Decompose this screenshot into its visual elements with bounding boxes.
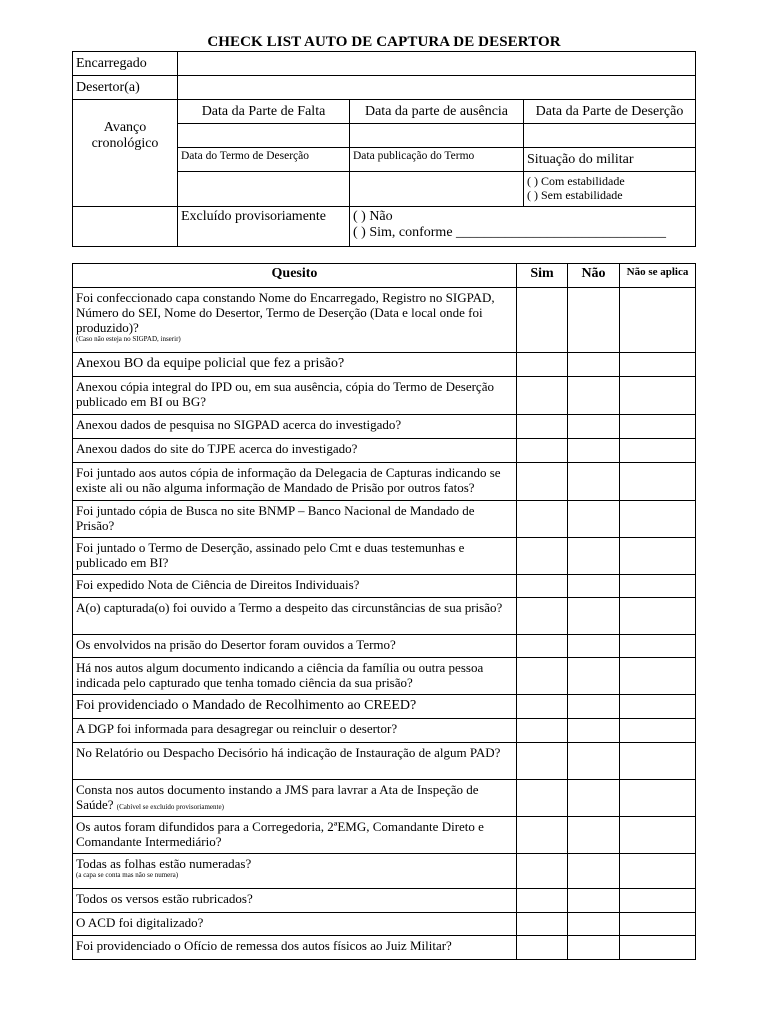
sim-cell[interactable] [517,288,568,353]
quesito-note: (Cabível se excluído provisoriamente) [116,803,224,811]
quesito-cell [73,719,517,743]
sim-cell[interactable] [517,353,568,377]
excluido-nao-option[interactable]: ( ) Não [353,209,393,224]
excluido-sim-option[interactable]: ( ) Sim, conforme ______________________________ [353,225,667,240]
checklist-row [73,415,696,439]
quesito-text: Anexou cópia integral do IPD ou, em sua ausência, cópia do Termo de Deserção publicado em BI ou BG? [76,379,494,409]
quesito-text: Foi juntado o Termo de Deserção, assinado pelo Cmt e duas testemunhas e publicado em BI? [76,540,465,570]
nao-cell[interactable] [568,695,620,719]
nao-cell[interactable] [568,288,620,353]
checklist-row [73,377,696,415]
checklist-row [73,501,696,538]
data-parte-falta-label: Data da Parte de Falta [178,100,350,124]
situacao-militar-options [524,172,696,207]
data-termo-desercao-field[interactable] [178,172,350,207]
nao-cell[interactable] [568,463,620,501]
quesito-text: Foi providenciado o Mandado de Recolhimento ao CREED? [76,698,417,713]
quesito-text: Os envolvidos na prisão do Desertor foram ouvidos a Termo? [76,637,396,652]
sim-cell[interactable] [517,439,568,463]
quesito-cell [73,598,517,635]
nao-cell[interactable] [568,439,620,463]
quesito-cell [73,463,517,501]
nao-se-aplica-cell[interactable] [620,288,696,353]
nao-cell[interactable] [568,719,620,743]
sim-header: Sim [517,264,568,288]
data-parte-desercao-label: Data da Parte de Deserção [524,100,696,124]
nao-cell[interactable] [568,501,620,538]
avanco-cronologico-label: Avanço cronológico [73,100,178,207]
checklist-row [73,780,696,817]
data-parte-falta-field[interactable] [178,124,350,148]
quesito-text: Foi juntado cópia de Busca no site BNMP – Banco Nacional de Mandado de Prisão? [76,503,475,533]
sim-cell[interactable] [517,598,568,635]
sim-cell[interactable] [517,743,568,780]
checklist-row [73,439,696,463]
desertor-label: Desertor(a) [73,76,178,100]
nao-cell[interactable] [568,913,620,936]
quesito-cell [73,936,517,960]
quesito-cell [73,913,517,936]
quesito-cell [73,658,517,695]
sim-cell[interactable] [517,658,568,695]
nao-se-aplica-cell[interactable] [620,501,696,538]
nao-se-aplica-cell[interactable] [620,780,696,817]
sim-cell[interactable] [517,538,568,575]
checklist-row [73,743,696,780]
quesito-text: Anexou dados de pesquisa no SIGPAD acerca do investigado? [76,417,402,432]
nao-cell[interactable] [568,377,620,415]
data-publicacao-termo-field[interactable] [350,172,524,207]
quesito-note: (a capa se conta mas não se numera) [76,871,179,879]
quesito-text: A(o) capturada(o) foi ouvido a Termo a despeito das circunstâncias de sua prisão? [76,600,503,615]
quesito-text: No Relatório ou Despacho Decisório há indicação de Instauração de algum PAD? [76,745,501,760]
quesito-text: Foi juntado aos autos cópia de informação da Delegacia de Capturas indicando se existe ali ou não alguma informação de Mandado de Prisão por outros fatos? [76,465,501,495]
encarregado-label: Encarregado [73,52,178,76]
sim-cell[interactable] [517,695,568,719]
sim-cell[interactable] [517,635,568,658]
sim-cell[interactable] [517,854,568,889]
quesito-text: Há nos autos algum documento indicando a ciência da família ou outra pessoa indicada pelo capturado que tenha tomado ciência da sua prisão? [76,660,484,690]
nao-se-aplica-cell[interactable] [620,743,696,780]
nao-cell[interactable] [568,598,620,635]
checklist-row [73,575,696,598]
checklist-row [73,463,696,501]
quesito-text: Os autos foram difundidos para a Corregedoria, 2ªEMG, Comandante Direto e Comandante Intermediário? [76,819,484,849]
nao-se-aplica-cell[interactable] [620,854,696,889]
nao-cell[interactable] [568,817,620,854]
com-estabilidade-option[interactable]: ( ) Com estabilidade [527,174,625,188]
nao-se-aplica-cell[interactable] [620,658,696,695]
nao-cell[interactable] [568,889,620,913]
excluido-blank [73,207,178,247]
quesito-text: Anexou dados do site do TJPE acerca do investigado? [76,441,358,456]
quesito-cell [73,439,517,463]
checklist-row [73,854,696,889]
checklist-row [73,635,696,658]
checklist-row [73,889,696,913]
data-termo-desercao-label: Data do Termo de Deserção [178,148,350,172]
checklist-row [73,913,696,936]
sim-cell[interactable] [517,889,568,913]
quesito-cell [73,817,517,854]
nao-cell[interactable] [568,353,620,377]
nao-se-aplica-cell[interactable] [620,575,696,598]
sim-cell[interactable] [517,817,568,854]
checklist-table [72,263,696,960]
quesito-cell [73,501,517,538]
nao-se-aplica-cell[interactable] [620,913,696,936]
nao-se-aplica-cell[interactable] [620,936,696,960]
nao-cell[interactable] [568,575,620,598]
quesito-cell [73,415,517,439]
nao-se-aplica-cell[interactable] [620,377,696,415]
quesito-text: Foi confeccionado capa constando Nome do Encarregado, Registro no SIGPAD, Número do SEI, Nome do Desertor, Termo de Deserção (Data e local onde foi produzido)? [76,290,495,335]
nao-cell[interactable] [568,780,620,817]
nao-se-aplica-cell[interactable] [620,817,696,854]
encarregado-field[interactable] [178,52,696,76]
quesito-text: Todas as folhas estão numeradas? [76,856,252,871]
nao-se-aplica-cell[interactable] [620,538,696,575]
quesito-text: Consta nos autos documento instando a JMS para lavrar a Ata de Inspeção de Saúde? [76,782,479,812]
nao-cell[interactable] [568,743,620,780]
checklist-row [73,288,696,353]
data-parte-ausencia-label: Data da parte de ausência [350,100,524,124]
sim-cell[interactable] [517,575,568,598]
quesito-text: O ACD foi digitalizado? [76,915,204,930]
quesito-text: Foi expedido Nota de Ciência de Direitos Individuais? [76,577,360,592]
quesito-cell [73,377,517,415]
quesito-note: (Caso não esteja no SIGPAD, inserir) [76,335,181,343]
nao-cell[interactable] [568,415,620,439]
nao-cell[interactable] [568,658,620,695]
checklist-row [73,538,696,575]
quesito-cell [73,854,517,889]
nao-cell[interactable] [568,936,620,960]
nao-se-aplica-cell[interactable] [620,415,696,439]
quesito-text: Todos os versos estão rubricados? [76,891,253,906]
quesito-cell [73,780,517,817]
sim-cell[interactable] [517,377,568,415]
sim-cell[interactable] [517,463,568,501]
checklist-row [73,598,696,635]
nao-se-aplica-cell[interactable] [620,463,696,501]
quesito-text: Anexou BO da equipe policial que fez a prisão? [76,356,345,371]
quesito-text: Foi providenciado o Ofício de remessa dos autos físicos ao Juiz Militar? [76,938,452,953]
sim-cell[interactable] [517,719,568,743]
quesito-cell [73,353,517,377]
sim-cell[interactable] [517,936,568,960]
checklist-row [73,658,696,695]
nao-se-aplica-cell[interactable] [620,719,696,743]
nao-se-aplica-header: Não se aplica [620,264,696,288]
excluido-provisoriamente-label: Excluído provisoriamente [178,207,350,247]
nao-se-aplica-cell[interactable] [620,695,696,719]
sem-estabilidade-option[interactable]: ( ) Sem estabilidade [527,188,623,202]
checklist-row [73,353,696,377]
nao-se-aplica-cell[interactable] [620,889,696,913]
checklist-row [73,936,696,960]
quesito-cell [73,635,517,658]
nao-se-aplica-cell[interactable] [620,439,696,463]
checklist-row [73,817,696,854]
quesito-cell [73,743,517,780]
data-parte-ausencia-field[interactable] [350,124,524,148]
data-publicacao-termo-label: Data publicação do Termo [350,148,524,172]
sim-cell[interactable] [517,913,568,936]
sim-cell[interactable] [517,415,568,439]
header-table [72,51,696,247]
nao-cell[interactable] [568,854,620,889]
nao-cell[interactable] [568,635,620,658]
quesito-cell [73,575,517,598]
quesito-cell [73,538,517,575]
excluido-options [350,207,696,247]
nao-se-aplica-cell[interactable] [620,353,696,377]
desertor-field[interactable] [178,76,696,100]
checklist-row [73,719,696,743]
quesito-cell [73,889,517,913]
data-parte-desercao-field[interactable] [524,124,696,148]
sim-cell[interactable] [517,780,568,817]
sim-cell[interactable] [517,501,568,538]
nao-se-aplica-cell[interactable] [620,598,696,635]
quesito-header: Quesito [73,264,517,288]
situacao-militar-label: Situação do militar [524,148,696,172]
checklist-row [73,695,696,719]
nao-cell[interactable] [568,538,620,575]
quesito-cell [73,288,517,353]
nao-se-aplica-cell[interactable] [620,635,696,658]
quesito-text: A DGP foi informada para desagregar ou reincluir o desertor? [76,721,398,736]
document-title: CHECK LIST AUTO DE CAPTURA DE DESERTOR [207,34,561,50]
quesito-cell [73,695,517,719]
nao-header: Não [568,264,620,288]
